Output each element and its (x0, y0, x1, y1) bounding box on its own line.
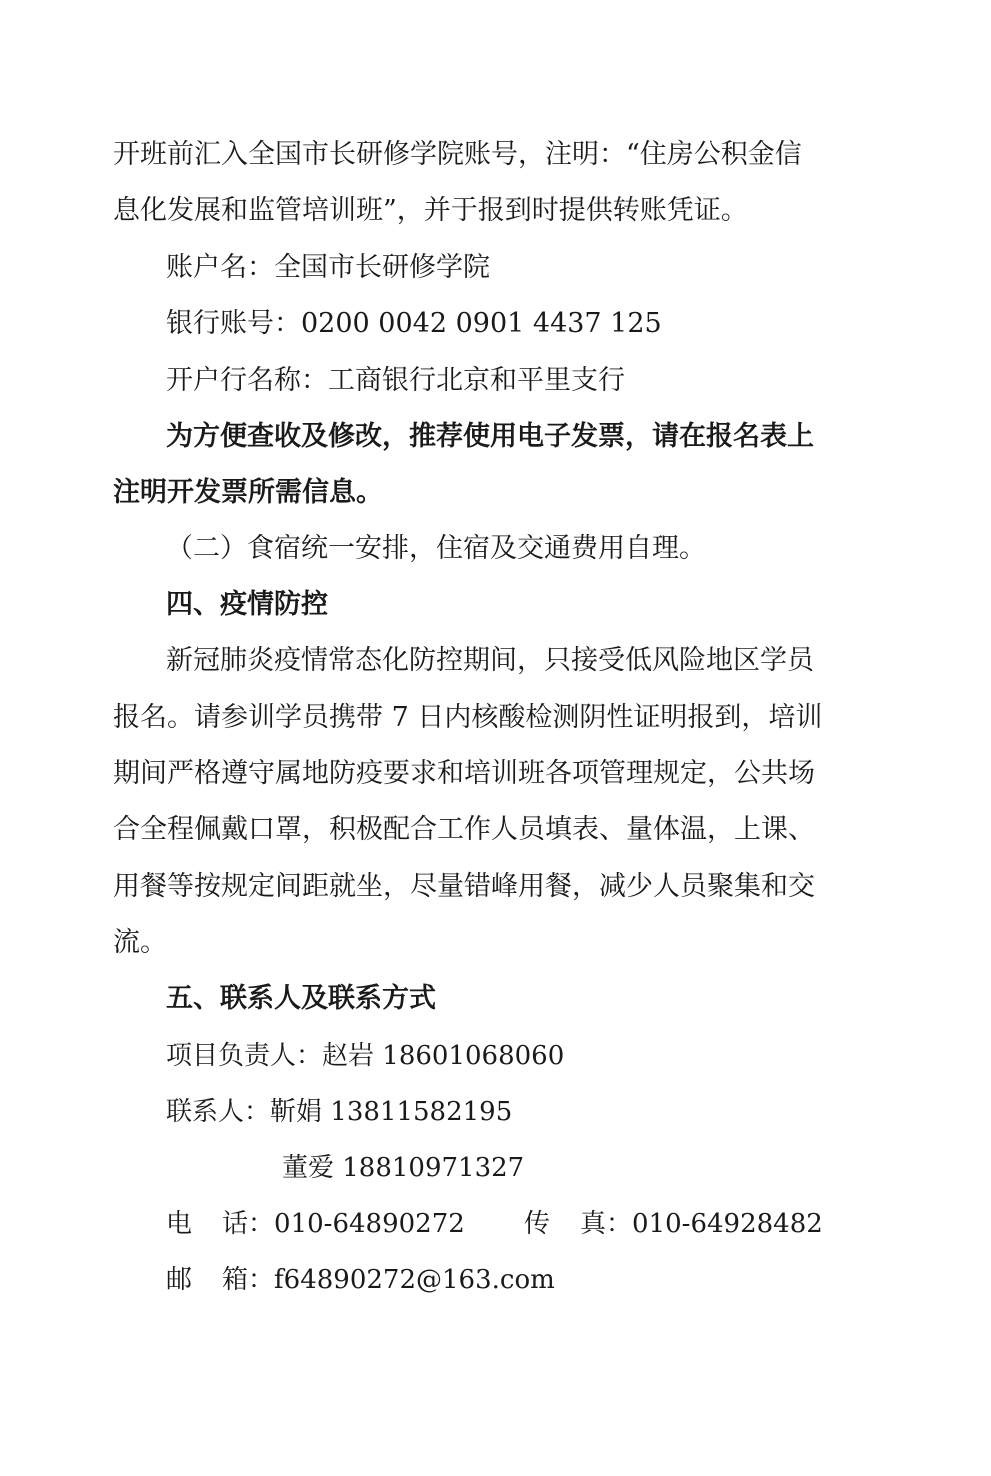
project-leader-row (166, 1038, 564, 1074)
payment-line-2: 息化发展和监管培训班”，并于报到时提供转账凭证。 (113, 195, 748, 226)
account-name-label: 账户名： (166, 252, 274, 283)
fax-row (524, 1206, 823, 1242)
bank-account-row (166, 306, 662, 342)
contact-person-row (166, 1094, 512, 1130)
account-name-row (166, 250, 490, 286)
section4-line-5: 用餐等按规定间距就坐，尽量错峰用餐，减少人员聚集和交 (113, 871, 815, 902)
payment-line-1: 开班前汇入全国市长研修学院账号，注明：“住房公积金信 (113, 139, 802, 170)
section4-line-1: 新冠肺炎疫情常态化防控期间，只接受低风险地区学员 (166, 645, 814, 676)
contact-person-label: 联系人： (166, 1097, 271, 1127)
project-leader-label: 项目负责人： (166, 1041, 323, 1071)
project-leader-value: 赵岩 18601068060 (322, 1041, 565, 1071)
bank-name-label: 开户行名称： (166, 365, 328, 396)
bank-name-value: 工商银行北京和平里支行 (328, 365, 625, 396)
email-label-b: 箱： (222, 1265, 275, 1295)
fax-label-b: 真： (580, 1209, 633, 1239)
bank-name-row (166, 363, 625, 399)
section4-line-3: 期间严格遵守属地防疫要求和培训班各项管理规定，公共场 (113, 758, 815, 789)
lodging-line: （二）食宿统一安排，住宿及交通费用自理。 (166, 533, 706, 564)
email-label-a: 邮 (166, 1265, 193, 1295)
contact-person-1: 靳娟 13811582195 (270, 1097, 513, 1127)
invoice-line-1: 为方便查收及修改，推荐使用电子发票，请在报名表上 (166, 421, 814, 452)
invoice-line-2: 注明开发票所需信息。 (113, 477, 383, 508)
email-row (166, 1262, 555, 1298)
section4-line-2: 报名。请参训学员携带 7 日内核酸检测阴性证明报到，培训 (113, 702, 823, 733)
fax-value: 010-64928482 (632, 1209, 823, 1239)
section4-line-4: 合全程佩戴口罩，积极配合工作人员填表、量体温，上课、 (113, 814, 815, 845)
bank-account-value: 0200 0042 0901 4437 125 (301, 308, 662, 339)
account-name-value: 全国市长研修学院 (274, 252, 490, 283)
section4-line-6: 流。 (113, 927, 167, 958)
phone-value: 010-64890272 (274, 1209, 465, 1239)
contact-person-2: 董爱 18810971327 (282, 1153, 525, 1183)
phone-row (166, 1206, 465, 1242)
fax-label-a: 传 (524, 1209, 551, 1239)
phone-label-b: 话： (222, 1209, 275, 1239)
phone-label-a: 电 (166, 1209, 193, 1239)
section4-heading: 四、疫情防控 (166, 589, 328, 620)
bank-account-label: 银行账号： (166, 308, 301, 339)
section5-heading: 五、联系人及联系方式 (166, 983, 436, 1014)
email-value: f64890272@163.com (274, 1265, 555, 1295)
